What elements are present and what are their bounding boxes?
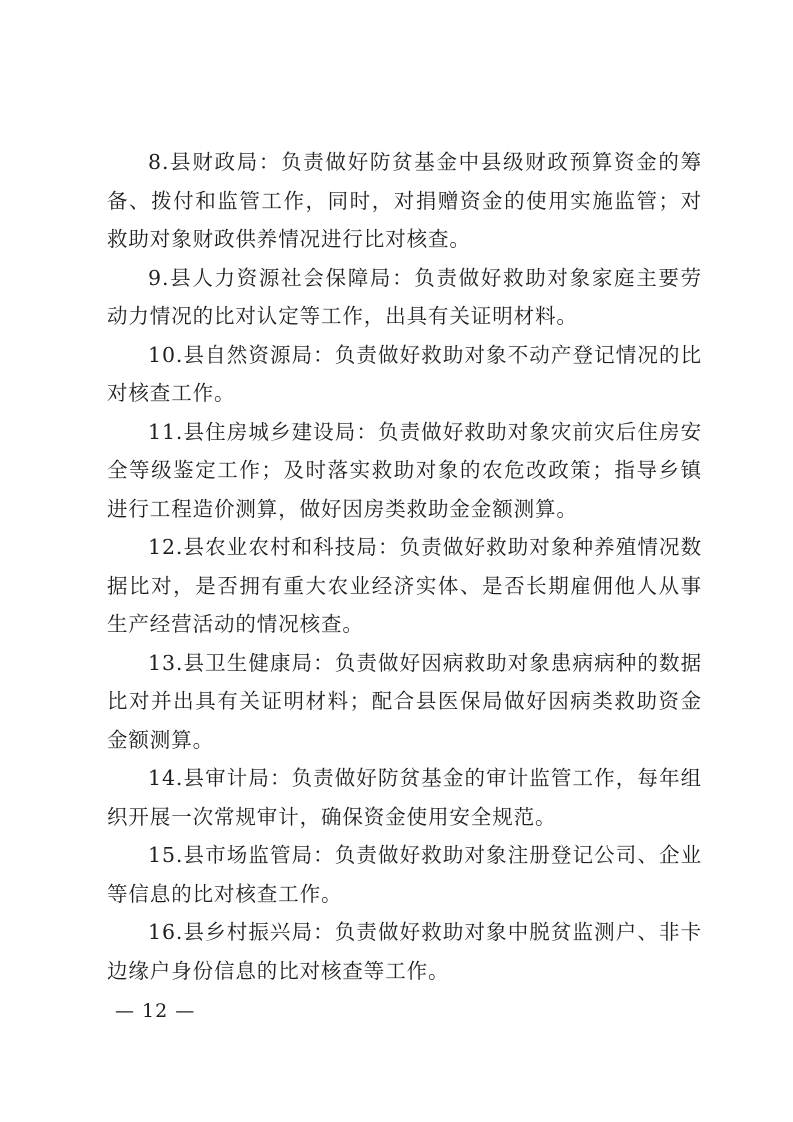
paragraph-county-market-supervision-bureau: 15.县市场监管局：负责做好救助对象注册登记公司、企业等信息的比对核查工作。 (107, 843, 702, 906)
paragraph-county-human-resources-bureau: 9.县人力资源社会保障局：负责做好救助对象家庭主要劳动力情况的比对认定等工作，出具有关证明材料。 (107, 265, 702, 328)
paragraph-county-audit-bureau: 14.县审计局：负责做好防贫基金的审计监管工作，每年组织开展一次常规审计，确保资金使用安全规范。 (107, 766, 702, 829)
paragraph-county-housing-construction-bureau: 11.县住房城乡建设局：负责做好救助对象灾前灾后住房安全等级鉴定工作；及时落实救助对象的农危改政策；指导乡镇进行工程造价测算，做好因房类救助金金额测算。 (107, 419, 702, 521)
paragraph-county-natural-resources-bureau: 10.县自然资源局：负责做好救助对象不动产登记情况的比对核查工作。 (107, 342, 702, 405)
document-body (107, 143, 702, 990)
page-number: — 12 — (115, 1000, 196, 1022)
paragraph-county-finance-bureau: 8.县财政局：负责做好防贫基金中县级财政预算资金的筹备、拨付和监管工作，同时，对捐赠资金的使用实施监管；对救助对象财政供养情况进行比对核查。 (107, 150, 702, 251)
paragraph-county-agriculture-bureau: 12.县农业农村和科技局：负责做好救助对象种养殖情况数据比对，是否拥有重大农业经济实体、是否长期雇佣他人从事生产经营活动的情况核查。 (107, 535, 702, 636)
paragraph-county-health-bureau: 13.县卫生健康局：负责做好因病救助对象患病病种的数据比对并出具有关证明材料；配合县医保局做好因病类救助资金金额测算。 (107, 650, 702, 752)
paragraph-county-rural-revitalization-bureau: 16.县乡村振兴局：负责做好救助对象中脱贫监测户、非卡边缘户身份信息的比对核查等工作。 (107, 920, 702, 983)
